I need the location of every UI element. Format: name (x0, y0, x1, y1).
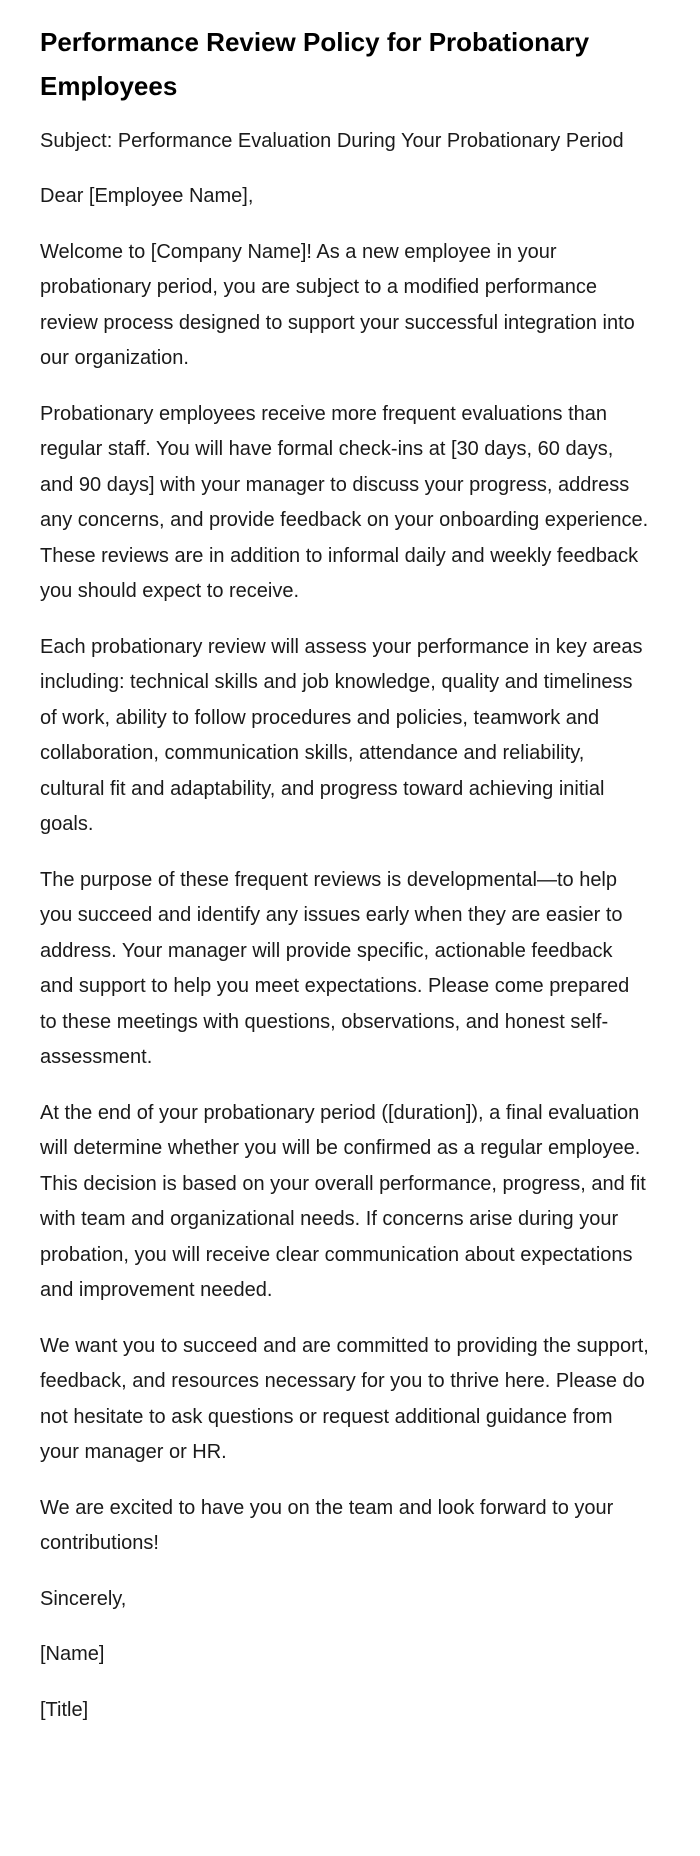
body-paragraph-welcome-team: We are excited to have you on the team and look forward to your contributions! (40, 1496, 614, 1554)
body-paragraph-evaluations: Probationary employees receive more frequent evaluations than regular staff. You will have formal check-ins at [30 days, 60 days, and 90 days] with your manager to discuss your progress, address any concerns, and provide feedback on your onboarding experience. These reviews are in addition to informal daily and weekly feedback you should expect to receive. (40, 402, 649, 602)
signature-name: [Name] (40, 1643, 105, 1665)
body-paragraph-final-evaluation: At the end of your probationary period ([duration]), a final evaluation will determine whether you will be confirmed as a regular employee. This decision is based on your overall performance, progress, and fit with team and organizational needs. If concerns arise during your probation, you will receive clear communication about expectations and improvement needed. (40, 1101, 646, 1301)
greeting: Dear [Employee Name], (40, 185, 254, 207)
subject-line: Subject: Performance Evaluation During Your Probationary Period (40, 130, 624, 152)
signature-title: [Title] (40, 1698, 89, 1721)
body-paragraph-assessment-areas: Each probationary review will assess your performance in key areas including: technical skills and job knowledge, quality and timeliness of work, ability to follow procedures and policies, teamwork and collaboration, communication skills, attendance and reliability, cultural fit and adaptability, and progress toward achieving initial goals. (40, 635, 643, 835)
body-paragraph-support: We want you to succeed and are committed to providing the support, feedback, and resources necessary for you to thrive here. Please do not hesitate to ask questions or request additional guidance from your manager or HR. (40, 1334, 649, 1463)
letter-document (40, 20, 650, 1748)
closing-salutation: Sincerely, (40, 1587, 127, 1610)
body-paragraph-welcome: Welcome to [Company Name]! As a new employee in your probationary period, you are subject to a modified performance review process designed to support your successful integration into our organization. (40, 240, 635, 369)
document-title: Performance Review Policy for Probationary Employees (40, 27, 590, 101)
body-paragraph-purpose: The purpose of these frequent reviews is developmental—to help you succeed and identify any issues early when they are easier to address. Your manager will provide specific, actionable feedback and support to help you meet expectations. Please come prepared to these meetings with questions, observations, and honest self-assessment. (40, 868, 630, 1068)
